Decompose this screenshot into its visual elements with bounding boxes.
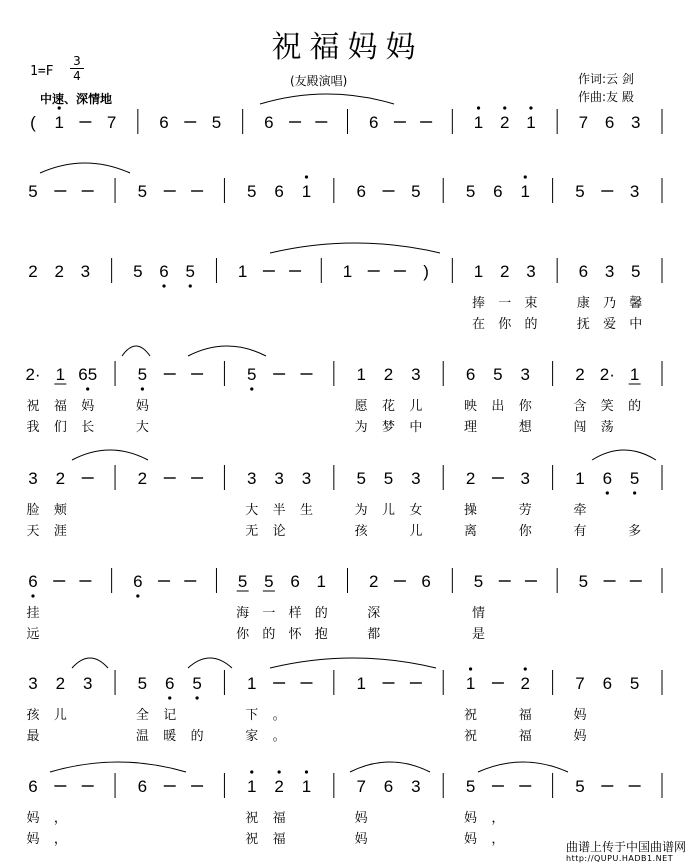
note: 6	[28, 572, 38, 591]
lyric-syllable: 为	[354, 503, 368, 518]
note: 2	[383, 365, 394, 384]
note: 1	[54, 113, 64, 132]
note: 5	[185, 262, 195, 281]
note: 6	[383, 777, 394, 796]
note: 5	[493, 365, 503, 384]
lyric-syllable: 的	[524, 317, 538, 332]
lyric-syllable: 女	[409, 503, 423, 518]
note: 6	[274, 182, 284, 201]
lyric-syllable: 论	[272, 524, 286, 539]
lyric-syllable: 的	[190, 729, 204, 744]
tempo-marking: 中速、深情地	[40, 92, 113, 106]
slur-arc	[72, 658, 108, 668]
low-octave-dot	[31, 594, 34, 597]
note: 6	[465, 365, 476, 384]
note: 3	[80, 262, 91, 281]
lyric-syllable: 脸	[26, 503, 40, 518]
note: 1	[247, 674, 257, 693]
low-octave-dot	[250, 387, 253, 390]
note: 5	[575, 777, 585, 796]
lyric-syllable: 映	[464, 399, 478, 414]
lyric-syllable: 祝	[26, 399, 40, 414]
note: 2	[54, 262, 64, 281]
lyric-syllable: 情	[472, 606, 486, 621]
lyric-syllable: 福	[53, 399, 67, 414]
note: 5	[247, 365, 257, 384]
slur-arc	[50, 762, 186, 772]
note: 2	[55, 469, 66, 488]
note: 3	[247, 469, 257, 488]
lyric-syllable: 孩	[354, 524, 368, 539]
note: 5	[192, 674, 202, 693]
lyric-syllable: 操	[464, 503, 478, 518]
lyric-syllable: 是	[472, 627, 486, 642]
lyric-syllable: 为	[354, 420, 368, 435]
lyric-syllable: 儿	[382, 503, 396, 518]
lyric-syllable: 温	[135, 729, 149, 744]
note: 7	[578, 113, 589, 132]
note: 1	[301, 182, 312, 201]
note: 1	[575, 469, 585, 488]
note: 3	[28, 674, 38, 693]
lyric-syllable: ，	[53, 811, 67, 826]
lyric-syllable: 怀	[288, 627, 302, 642]
lyric-syllable: ，	[53, 832, 67, 847]
lyric-syllable: 荡	[600, 420, 614, 435]
lyric-syllable: 有	[573, 524, 587, 539]
slur-arc	[592, 450, 656, 460]
note: 5	[237, 572, 248, 591]
high-octave-dot	[503, 106, 506, 109]
lyric-syllable: 闯	[573, 420, 587, 435]
lyric-syllable: 梦	[382, 420, 396, 435]
high-octave-dot	[250, 770, 253, 773]
note: 6	[264, 113, 274, 132]
note: 1	[473, 113, 484, 132]
lyric-syllable: 长	[81, 420, 95, 435]
note: 3	[520, 365, 530, 384]
note: 5	[28, 182, 38, 201]
note: 1	[520, 182, 530, 201]
low-octave-dot	[86, 387, 89, 390]
note: 1	[356, 674, 366, 693]
note: 5	[137, 182, 148, 201]
lyric-syllable: 在	[472, 317, 486, 332]
note: 1	[356, 365, 366, 384]
lyric-syllable: 家	[245, 729, 259, 744]
note: 5	[578, 572, 589, 591]
performer-credit: (友殿演唱)	[290, 74, 348, 88]
lyric-syllable: 妈	[354, 811, 368, 826]
slur-arc	[188, 346, 266, 356]
lyric-syllable: 祝	[464, 708, 478, 723]
note: 3	[631, 113, 641, 132]
note: 6	[493, 182, 503, 201]
lyric-syllable: 束	[524, 296, 538, 311]
note: 5	[137, 674, 148, 693]
note: 2	[575, 365, 585, 384]
lyric-syllable: 牵	[573, 503, 587, 518]
slur-arc	[478, 762, 568, 772]
lyric-syllable: 你	[498, 317, 512, 332]
note: 2	[28, 262, 38, 281]
lyric-syllable: 妈	[26, 832, 40, 847]
lyric-syllable: 妈	[26, 811, 40, 826]
note: 3	[520, 469, 530, 488]
note: 5	[411, 182, 421, 201]
note: 5	[629, 674, 640, 693]
note: 3	[629, 182, 640, 201]
lyric-syllable: 康	[576, 296, 590, 311]
lyric-syllable: 妈	[81, 399, 95, 414]
lyric-syllable: 孩	[26, 708, 40, 723]
note: 1	[247, 777, 257, 796]
lyric-syllable: 下	[245, 708, 259, 723]
note: 5	[465, 182, 476, 201]
note: 1	[465, 674, 476, 693]
lyric-syllable: 儿	[409, 524, 423, 539]
lyric-syllable: 的	[314, 606, 328, 621]
low-octave-dot	[633, 491, 636, 494]
note: 1	[237, 262, 248, 281]
note: 3	[28, 469, 38, 488]
note: (	[30, 113, 36, 132]
lyric-syllable: 颊	[53, 503, 67, 518]
slur-arc	[122, 346, 150, 356]
high-octave-dot	[524, 667, 527, 670]
lyric-syllable: 祝	[464, 729, 478, 744]
composer-credit: 作曲:友 殿	[578, 90, 634, 104]
lyric-syllable: 的	[628, 399, 642, 414]
note: 6	[137, 777, 148, 796]
lyric-syllable: 捧	[472, 296, 486, 311]
lyric-syllable: 无	[245, 524, 259, 539]
low-octave-dot	[195, 696, 198, 699]
note: 5	[264, 572, 274, 591]
lyric-syllable: 远	[26, 627, 40, 642]
lyric-syllable: 祝	[245, 832, 259, 847]
note: 5	[247, 182, 257, 201]
note: 2	[465, 469, 476, 488]
lyric-syllable: 你	[518, 399, 532, 414]
lyric-syllable: 你	[518, 524, 532, 539]
low-octave-dot	[189, 284, 192, 287]
high-octave-dot	[477, 106, 480, 109]
low-octave-dot	[168, 696, 171, 699]
note: 2·	[25, 365, 41, 384]
low-octave-dot	[606, 491, 609, 494]
slur-arc	[260, 94, 394, 104]
lyric-syllable: 你	[236, 627, 250, 642]
lyric-syllable: 福	[518, 729, 532, 744]
note: 5	[211, 113, 222, 132]
note: 1	[629, 365, 640, 384]
low-octave-dot	[162, 284, 165, 287]
note: 3	[82, 674, 93, 693]
lyric-syllable: 中	[629, 317, 643, 332]
time-signature-top: 3	[73, 54, 81, 68]
note: 6	[602, 674, 613, 693]
lyric-syllable: 抚	[576, 317, 590, 332]
note: 2	[500, 113, 510, 132]
lyric-syllable: 大	[245, 503, 259, 518]
note: 5	[356, 469, 366, 488]
note: 5	[473, 572, 484, 591]
song-title: 祝福妈妈	[271, 30, 424, 65]
note: 3	[411, 469, 421, 488]
high-octave-dot	[469, 667, 472, 670]
note: 2	[137, 469, 148, 488]
note: )	[423, 262, 429, 281]
note: 6	[28, 777, 38, 796]
lyric-syllable: 儿	[409, 399, 423, 414]
note: 6	[368, 113, 379, 132]
note: 7	[575, 674, 585, 693]
lyric-syllable: 福	[272, 811, 286, 826]
lyric-syllable: 理	[464, 420, 478, 435]
lyric-syllable: 样	[288, 606, 302, 621]
lyric-syllable: 深	[367, 606, 381, 621]
note: 2	[55, 674, 66, 693]
lyric-syllable: 。	[272, 729, 286, 744]
note: 1	[526, 113, 536, 132]
note: 1	[342, 262, 353, 281]
note: 6	[165, 674, 175, 693]
lyric-syllable: 妈	[135, 399, 149, 414]
lyricist-credit: 作词:云 剑	[578, 72, 634, 86]
lyric-syllable: ，	[491, 811, 505, 826]
note: 3	[526, 262, 536, 281]
note: 5	[631, 262, 641, 281]
note: 6	[159, 262, 169, 281]
lyric-syllable: 中	[409, 420, 423, 435]
note: 6	[604, 113, 615, 132]
lyric-syllable: 爱	[603, 317, 617, 332]
note: 1	[301, 777, 312, 796]
note: 5	[465, 777, 476, 796]
high-octave-dot	[278, 770, 281, 773]
note: 3	[411, 365, 421, 384]
note: 1	[55, 365, 66, 384]
lyric-syllable: 妈	[464, 811, 478, 826]
note: 5	[575, 182, 585, 201]
note: 6	[159, 113, 169, 132]
lyric-syllable: 挂	[26, 606, 40, 621]
low-octave-dot	[136, 594, 139, 597]
lyric-syllable: 最	[26, 729, 40, 744]
lyric-syllable: 离	[464, 524, 478, 539]
note: 5	[629, 469, 640, 488]
note: 6	[578, 262, 589, 281]
footer-source: 曲谱上传于中国曲谱网	[566, 840, 687, 854]
lyric-syllable: 多	[628, 524, 642, 539]
lyric-syllable: 妈	[354, 832, 368, 847]
note: 5	[137, 365, 148, 384]
high-octave-dot	[524, 175, 527, 178]
lyric-syllable: 涯	[53, 524, 67, 539]
note: 6	[290, 572, 300, 591]
lyric-syllable: 暖	[163, 729, 177, 744]
lyric-syllable: 祝	[245, 811, 259, 826]
slur-arc	[350, 762, 430, 772]
lyric-syllable: 笑	[600, 399, 614, 414]
lyric-syllable: 劳	[518, 503, 532, 518]
high-octave-dot	[305, 175, 308, 178]
note: 6	[602, 469, 613, 488]
lyric-syllable: 大	[135, 420, 149, 435]
lyric-syllable: 儿	[53, 708, 67, 723]
footer-url: http://QUPU.HADB1.NET	[566, 854, 674, 863]
lyric-syllable: 们	[53, 420, 67, 435]
lyric-syllable: 妈	[573, 729, 587, 744]
note: 3	[411, 777, 421, 796]
lyric-syllable: 一	[262, 606, 276, 621]
note: 2	[274, 777, 284, 796]
note: 3	[301, 469, 312, 488]
lyric-syllable: 的	[262, 627, 276, 642]
note: 3	[604, 262, 615, 281]
lyric-syllable: 生	[299, 503, 313, 518]
lyric-syllable: 想	[518, 420, 532, 435]
lyric-syllable: 我	[26, 420, 40, 435]
time-signature-bottom: 4	[70, 68, 84, 83]
note: 6	[421, 572, 431, 591]
note: 2	[520, 674, 530, 693]
low-octave-dot	[141, 387, 144, 390]
lyric-syllable: 抱	[314, 627, 328, 642]
lyric-syllable: 。	[272, 708, 286, 723]
high-octave-dot	[305, 770, 308, 773]
note: 6	[133, 572, 143, 591]
lyric-syllable: 含	[573, 399, 587, 414]
note: 65	[78, 365, 98, 384]
high-octave-dot	[529, 106, 532, 109]
slur-arc	[72, 450, 148, 460]
lyric-syllable: 记	[163, 708, 177, 723]
lyric-syllable: 出	[491, 399, 505, 414]
key-signature: 1=F	[30, 64, 54, 79]
lyric-syllable: 全	[135, 708, 149, 723]
lyric-syllable: 天	[26, 524, 40, 539]
lyric-syllable: 妈	[573, 708, 587, 723]
note: 2·	[599, 365, 615, 384]
note: 6	[356, 182, 366, 201]
lyric-syllable: 愿	[354, 399, 368, 414]
slur-arc	[270, 658, 436, 668]
lyric-syllable: 一	[498, 296, 512, 311]
note: 5	[383, 469, 394, 488]
time-signature	[70, 54, 84, 83]
lyric-syllable: 花	[382, 399, 396, 414]
lyric-syllable: ，	[491, 832, 505, 847]
note: 2	[500, 262, 510, 281]
note: 1	[473, 262, 484, 281]
lyric-syllable: 海	[236, 606, 250, 621]
lyric-syllable: 半	[272, 503, 286, 518]
lyric-syllable: 福	[518, 708, 532, 723]
note: 2	[368, 572, 379, 591]
note: 5	[133, 262, 143, 281]
note: 3	[274, 469, 284, 488]
lyric-syllable: 妈	[464, 832, 478, 847]
slur-arc	[270, 243, 440, 253]
note: 1	[316, 572, 327, 591]
slur-arc	[188, 658, 232, 668]
lyric-syllable: 都	[367, 627, 381, 642]
lyric-syllable: 福	[272, 832, 286, 847]
note: 7	[106, 113, 117, 132]
slur-arc	[40, 163, 130, 173]
note: 7	[356, 777, 366, 796]
lyric-syllable: 乃	[603, 296, 617, 311]
lyric-syllable: 馨	[629, 296, 643, 311]
